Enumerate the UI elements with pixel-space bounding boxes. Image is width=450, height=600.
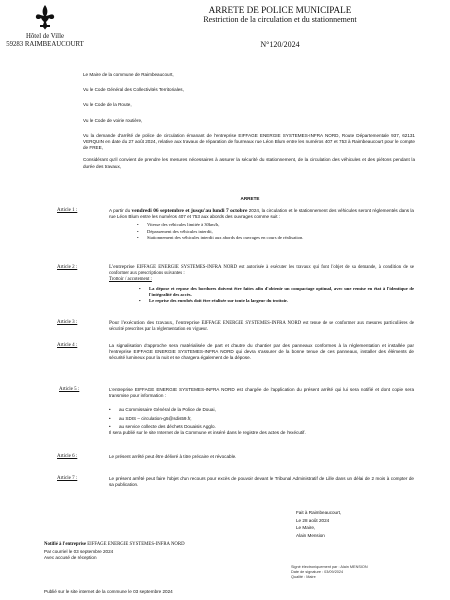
city-line-2: 59283 RAIMBEAUCOURT xyxy=(6,41,84,48)
article-2-body: L'entreprise EIFFAGE ENERGIE SYSTEMES-INFRA NORD est autorisée à exécuter les travaux qui font l'objet de sa demande, à condition de se conformer aux prescriptions suivantes : Trottoir / accotement : • La dépose et repose des bordures doivent être faites afin d'obtenir un compactage optimal, avec une remise en état à l'identique de l'intégralité des accès. • Le reprise des enrobés doit être réalisée sur toute la largeur du trottoir. xyxy=(109,264,414,305)
preamble-code-voirie: Vu le Code de voirie routière, xyxy=(83,117,143,123)
electronic-signature xyxy=(291,565,431,580)
article-5-recipient: • au Commissaire Général de la Police de Douai, xyxy=(109,407,414,413)
preamble-cgct: Vu le Code Général des Collectivités Territoriales, xyxy=(83,87,184,93)
notification-line-3: Avec accusé de réception xyxy=(44,555,97,560)
e-sign-quality: Qualité : Maire xyxy=(291,575,316,579)
article-4-body: La signalisation d'approche sera matérialisée de part et d'autre du chantier par des panneaux conformes à la réglementation et installée par l'entreprise EIFFAGE ENERGIE SYSTEMES-INFRA NORD qui devra s'assurer de la bonne tenue de ces panneaux, installer des éléments de sécurité lumineux pour la nuit et se chargera également de la dépose. xyxy=(109,343,414,361)
article-1-bullet: • Dépassement des véhicules interdit, xyxy=(137,229,414,235)
article-6-label: Article 6 : xyxy=(57,454,78,459)
article-5-body: L'entreprise EIFFAGE ENERGIE SYSTEMES-INFRA NORD est chargée de l'application du présent arrêté qui lui sera notifié et dont copie sera transmise pour information : • au Commissaire Général de la Police de Douai, • au SDIS – circulation-g5@sdis59.fr, • au service collecte des déchets Douaisis Agglo. Il sera publié sur le site Internet de la Commune et inséré dans le registre des actes de l'exécutif. xyxy=(109,387,414,436)
city-crest xyxy=(34,4,56,30)
article-2-label: Article 2 : xyxy=(57,265,78,270)
article-3-label: Article 3 : xyxy=(57,320,78,325)
notification-line-1b: EIFFAGE ENERGIE SYSTEMES-INFRA NORD xyxy=(86,542,185,547)
fleur-de-lis-icon xyxy=(34,4,56,30)
arrete-heading: ARRETE xyxy=(240,196,260,201)
e-sign-date: Date de signature : 03/09/2024 xyxy=(291,570,344,574)
city-line-1: Hôtel de Ville xyxy=(26,33,64,40)
article-7-body: Le présent arrêté peut faire l'objet d'un recours pour excès de pouvoir devant le Tribunal Administratif de Lille dans un délai de 2 mois à compter de sa publication. xyxy=(109,476,414,488)
document-subtitle: Restriction de la circulation et du stationnement xyxy=(203,15,357,24)
preamble-code-route: Vu le Code de la Route, xyxy=(83,102,132,108)
signature-date: Le 28 août 2024 xyxy=(296,517,330,523)
document-number: N°120/2024 xyxy=(260,40,300,49)
preamble-considering: Considérant qu'il convient de prendre les mesures nécessaires à assurer la sécurité du stationnement, de la circulation des véhicules et des piétons pendant la durée des travaux, xyxy=(83,157,415,169)
document-title: ARRETE DE POLICE MUNICIPALE xyxy=(208,5,352,15)
e-sign-signer: Signé électroniquement par : Alain MENSION xyxy=(291,565,368,569)
article-1-bullet: • Vitesse des véhicules limitée à 30km/h, xyxy=(137,222,414,228)
article-2-bullet: • La dépose et repose des bordures doivent être faites afin d'obtenir un compactage optimal, avec une remise en état à l'identique de l'intégralité des accès. xyxy=(139,286,414,299)
article-3-body: Pour l'exécution des travaux, l'entreprise EIFFAGE ENERGIE SYSTEMES-INFRA NORD est tenue de se conformer aux mesures particulières de sécurité prescrites par la réglementation en vigueur. xyxy=(109,320,414,333)
signature-block xyxy=(296,509,416,539)
article-2-bullet: • Le reprise des enrobés doit être réalisée sur toute la largeur du trottoir. xyxy=(139,298,414,304)
article-5-recipient: • au SDIS – circulation-g5@sdis59.fr, xyxy=(109,416,414,422)
publication-note: Publié sur le site internet de la commune le 03 septembre 2024 xyxy=(44,589,173,594)
article-1-label: Article 1 : xyxy=(57,208,78,213)
notification-block xyxy=(44,542,264,561)
article-7-label: Article 7 : xyxy=(57,476,78,481)
notification-line-2: Par courriel le 03 septembre 2024 xyxy=(44,548,114,554)
notification-line-1a: Notifié à l'entreprise xyxy=(44,542,87,547)
article-6-body: Le présent arrêté peut être délivré à titre précaire et révocable. xyxy=(109,454,237,459)
article-5-recipient: • au service collecte des déchets Douaisis Agglo. xyxy=(109,424,414,430)
preamble-request: Vu la demande d'arrêté de police de circulation émanant de l'entreprise EIFFAGE ENERGIE SYSTEMES-INFRA NORD, Route Départementale 937, 62131 VERQUIN en date du 27 août 2024, relative aux travaux de réparation de fourreaux rue Léon Blum entre les numéros 407 et 753 à Raimbeaucourt pour le compte de FREE, xyxy=(83,132,415,151)
article-1-body: A partir du vendredi 06 septembre et jusqu'au lundi 7 octobre 2024, la circulation et le stationnement des véhicules seront réglementés dans la rue Léon Blum entre les numéros 407 et 753 aux abords des ouvrages comme suit : • Vitesse des véhicules limitée à 30km/h, • Dépassement des véhicules interdit, • Stationnement des véhicules interdit aux abords des ouvrages en cours de réalisation. xyxy=(109,208,414,242)
article-5-label: Article 5 : xyxy=(59,387,80,392)
preamble xyxy=(83,72,415,170)
signature-role: Le Maire, xyxy=(296,525,316,531)
signature-name: Alain Mension xyxy=(296,532,325,538)
article-1-dates: vendredi 06 septembre et jusqu'au lundi 7 octobre xyxy=(131,208,248,214)
article-2-subheading: Trottoir / accotement : xyxy=(109,277,152,283)
city-name xyxy=(5,33,85,49)
signature-place: Fait à Raimbeaucourt, xyxy=(296,510,342,515)
article-4-label: Article 4 : xyxy=(57,343,78,348)
article-1-bullet: • Stationnement des véhicules interdit aux abords des ouvrages en cours de réalisation. xyxy=(137,235,414,241)
article-5-publication: Il sera publié sur le site Internet de la Commune et inséré dans le registre des actes de l'exécutif. xyxy=(109,430,306,436)
preamble-mayor: Le Maire de la commune de Raimbeaucourt, xyxy=(83,72,174,77)
